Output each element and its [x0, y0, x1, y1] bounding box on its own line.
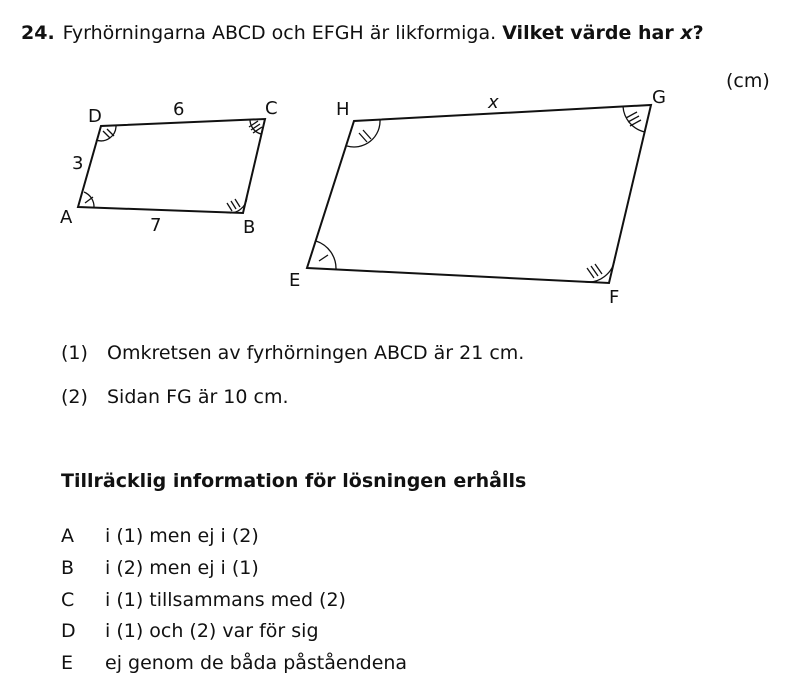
side-label-hg: x	[488, 92, 499, 113]
answer-heading: Tillräcklig information för lösningen erhålls	[61, 470, 527, 492]
vertex-label-h: H	[336, 99, 350, 120]
vertex-label-b: B	[243, 217, 256, 238]
statement-number: (2)	[61, 386, 88, 408]
quadrilaterals-figure	[0, 0, 786, 330]
option-letter: D	[61, 620, 76, 642]
option-b[interactable]	[61, 557, 259, 579]
vertex-label-d: D	[88, 106, 102, 127]
statement-number: (1)	[61, 342, 88, 364]
option-d[interactable]	[61, 620, 319, 642]
side-label-dc: 6	[173, 99, 185, 120]
question-statement: Fyrhörningarna ABCD och EFGH är likformiga.	[62, 22, 497, 44]
option-letter: B	[61, 557, 75, 579]
option-text: i (1) men ej i (2)	[105, 525, 259, 547]
question-variable: x	[680, 22, 693, 44]
option-e[interactable]	[61, 652, 407, 674]
vertex-label-c: C	[265, 98, 278, 119]
option-letter: E	[61, 652, 74, 674]
quadrilateral-abcd	[78, 119, 265, 213]
option-letter: A	[61, 525, 74, 547]
quadrilateral-efgh	[307, 105, 651, 283]
side-label-ad: 3	[72, 153, 84, 174]
side-label-ab: 7	[150, 215, 162, 236]
option-text: i (1) och (2) var för sig	[105, 620, 319, 642]
question-number: 24.	[21, 22, 55, 44]
angle-mark-e	[316, 241, 336, 270]
vertex-label-f: F	[609, 287, 620, 308]
vertex-label-e: E	[289, 270, 301, 291]
vertex-label-a: A	[60, 207, 73, 228]
option-text: i (1) tillsammans med (2)	[105, 589, 346, 611]
option-text: i (2) men ej i (1)	[105, 557, 259, 579]
vertex-label-g: G	[652, 87, 666, 108]
option-c[interactable]	[61, 589, 346, 611]
angle-mark-h	[347, 120, 380, 147]
option-text: ej genom de båda påståendena	[105, 652, 408, 674]
statement-text: Sidan FG är 10 cm.	[107, 386, 289, 408]
statement-text: Omkretsen av fyrhörningen ABCD är 21 cm.	[107, 342, 525, 364]
question-ask: Vilket värde har x?	[502, 22, 704, 44]
statement-2	[61, 386, 289, 408]
option-letter: C	[61, 589, 75, 611]
statement-1	[61, 342, 524, 364]
option-a[interactable]	[61, 525, 259, 547]
unit-label: (cm)	[726, 70, 770, 92]
